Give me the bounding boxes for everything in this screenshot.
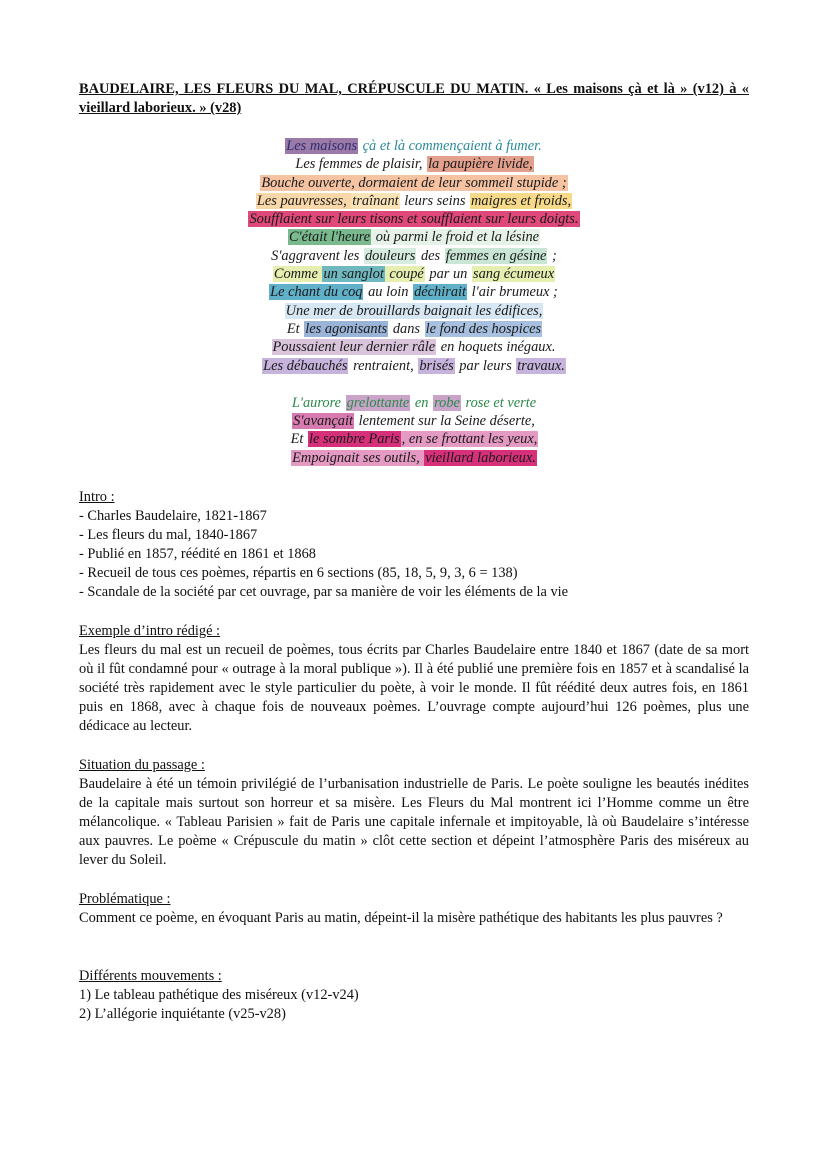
highlighted-text: les agonisants <box>305 320 388 337</box>
poem-line <box>79 192 749 210</box>
poem-stanza-2 <box>79 394 749 467</box>
highlighted-text: Comme <box>273 266 322 283</box>
poem-line <box>79 174 749 192</box>
poem-text: rose et verte <box>461 394 537 411</box>
example-section <box>79 622 749 736</box>
intro-item: - Publié en 1857, réédité en 1861 et 1868 <box>79 546 316 562</box>
poem-text: en <box>411 394 433 411</box>
problematique-section <box>79 890 749 928</box>
poem-line <box>79 137 749 155</box>
highlighted-text: femmes en gésine <box>445 247 547 264</box>
intro-item: - Les fleurs du mal, 1840-1867 <box>79 527 258 543</box>
poem-line <box>79 302 749 320</box>
poem-line <box>79 320 749 338</box>
highlighted-text: robe <box>434 394 460 411</box>
poem-line <box>79 449 749 467</box>
poem-text: des <box>417 247 444 264</box>
mouvement-item: 1) Le tableau pathétique des miséreux (v12-v24) <box>79 987 359 1003</box>
poem-line <box>79 228 749 246</box>
poem-line <box>79 247 749 265</box>
mouvements-section <box>79 967 749 1024</box>
situation-section <box>79 756 749 870</box>
poem-text: Et <box>290 431 308 448</box>
intro-item: - Scandale de la société par cet ouvrage, par sa manière de voir les éléments de la vie <box>79 584 569 600</box>
highlighted-text: le fond des hospices <box>425 320 542 337</box>
situation-heading: Situation du passage : <box>79 757 205 773</box>
highlighted-text: grelottante <box>346 394 410 411</box>
poem-line <box>79 265 749 283</box>
poem-line <box>79 430 749 448</box>
highlighted-text: la paupière livide, <box>428 156 533 173</box>
highlighted-text: Empoignait ses outils, <box>292 449 424 466</box>
situation-paragraph: Baudelaire à été un témoin privilégié de l’urbanisation industrielle de Paris. Le poète souligne les beautés inédites de la capitale mais surtout son horreur et sa misère. Les Fleurs du Mal montrent ici l’Homme comme un être mélancolique. « Tableau Parisien » fait de Paris une capitale infernale et impitoyable, là où Baudelaire s’intéresse aux pauvres. Le poème « Crépuscule du matin » clôt cette section et dépeint l’atmosphère Paris des miséreux au lever du Soleil. <box>79 776 749 868</box>
highlighted-text: Les maisons <box>286 138 358 154</box>
highlighted-text: maigres et froids, <box>471 192 572 209</box>
poem-text: l'air brumeux ; <box>468 284 558 301</box>
poem-line <box>79 394 749 412</box>
poem-text: au loin <box>364 284 413 301</box>
poem-line <box>79 357 749 375</box>
highlighted-text: Les débauchés <box>263 357 348 374</box>
highlighted-text: où parmi le froid et la lésine <box>372 229 540 246</box>
poem-line <box>79 412 749 430</box>
poem-text: S'aggravent les <box>271 247 363 264</box>
highlighted-text: Soufflaient sur leurs tisons et soufflaient sur leurs doigts. <box>249 211 579 228</box>
highlighted-text: vieillard laborieux. <box>425 449 536 466</box>
document-title: BAUDELAIRE, LES FLEURS DU MAL, CRÉPUSCULE DU MATIN. « Les maisons çà et là » (v12) à « vieillard laborieux. » (v28) <box>79 81 749 116</box>
problematique-heading: Problématique : <box>79 891 171 907</box>
highlighted-text: brisés <box>419 357 454 374</box>
mouvements-heading: Différents mouvements : <box>79 968 222 984</box>
poem-text: en hoquets inégaux. <box>437 339 556 356</box>
intro-item: - Charles Baudelaire, 1821-1867 <box>79 508 267 524</box>
highlighted-text: déchirait <box>414 284 467 301</box>
poem-line <box>79 283 749 301</box>
highlighted-text: sang écumeux <box>472 266 555 283</box>
poem-text: rentraient, <box>349 357 418 374</box>
poem-line <box>79 210 749 228</box>
poem-line <box>79 338 749 356</box>
poem-text: par leurs <box>455 357 516 374</box>
highlighted-text: Poussaient leur dernier râle <box>272 339 436 356</box>
poem-text: dans <box>389 320 424 337</box>
mouvement-item: 2) L’allégorie inquiétante (v25-v28) <box>79 1006 286 1022</box>
poem-text: leurs seins <box>400 192 470 209</box>
poem-text: Les femmes de plaisir, <box>295 156 427 173</box>
problematique-paragraph: Comment ce poème, en évoquant Paris au matin, dépeint-il la misère pathétique des habitants les plus pauvres ? <box>79 910 723 926</box>
highlighted-text: Les pauvresses, <box>256 192 351 209</box>
highlighted-text: Le chant du coq <box>270 284 363 301</box>
example-heading: Exemple d’intro rédigé : <box>79 623 221 639</box>
highlighted-text: traînant <box>352 192 399 209</box>
highlighted-text: travaux. <box>517 357 565 374</box>
highlighted-text: , en se frottant les yeux, <box>401 431 538 448</box>
poem-text: par un <box>425 266 471 283</box>
highlighted-text: C'était l'heure <box>288 229 371 246</box>
highlighted-text: le sombre Paris <box>309 431 400 448</box>
highlighted-text: un sanglot <box>323 266 384 283</box>
highlighted-text: coupé <box>385 266 424 283</box>
stanza-gap <box>79 375 749 394</box>
poem-text: lentement sur la Seine déserte, <box>354 413 535 430</box>
intro-item: - Recueil de tous ces poèmes, répartis en 6 sections (85, 18, 5, 9, 3, 6 = 138) <box>79 565 518 581</box>
poem <box>79 137 749 467</box>
intro-heading: Intro : <box>79 489 115 505</box>
highlighted-text: S'avançait <box>293 413 353 430</box>
poem-line <box>79 155 749 173</box>
highlighted-text: douleurs <box>364 247 416 264</box>
highlighted-text: Bouche ouverte, dormaient de leur sommeil stupide ; <box>261 174 567 191</box>
poem-text: Et <box>286 320 304 337</box>
intro-section <box>79 488 749 602</box>
poem-text: çà et là commençaient à fumer. <box>359 138 542 154</box>
poem-text: L'aurore <box>291 394 345 411</box>
example-paragraph: Les fleurs du mal est un recueil de poèmes, tous écrits par Charles Baudelaire entre 1840 et 1867 (date de sa mort où il fût condamné pour « outrage à la moral publique »). Il à été publié une première fois en 1857 et à scandalisé la société très rapidement avec le style particulier du poète, à voir le monde. Il fût réédité deux autres fois, en 1861 puis en 1868, avec à chaque fois de nouveaux poèmes. L’ouvrage compte aujourd’hui 126 poèmes, plus une dédicace au lecteur. <box>79 642 749 734</box>
poem-stanza-1 <box>79 137 749 375</box>
poem-text: ; <box>548 247 557 264</box>
highlighted-text: Une mer de brouillards baignait les édifices, <box>285 302 543 319</box>
